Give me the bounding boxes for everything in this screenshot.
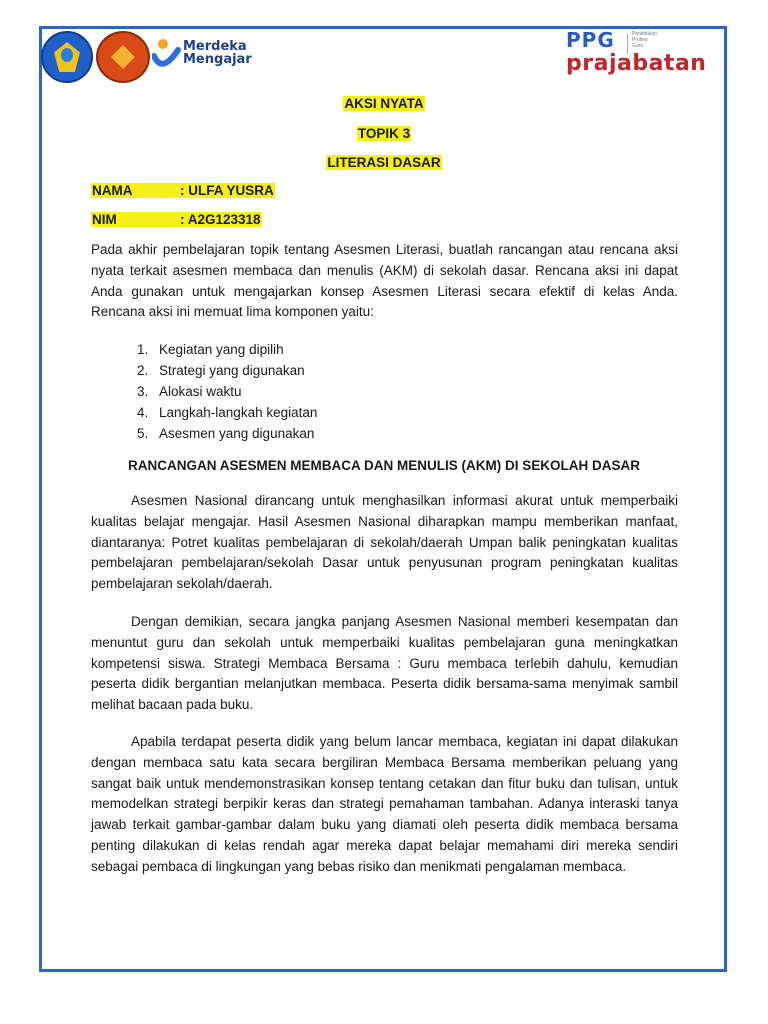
list-number: 2. bbox=[137, 363, 149, 378]
list-number: 3. bbox=[137, 384, 149, 399]
title-text: AKSI NYATA bbox=[344, 96, 424, 111]
list-item bbox=[137, 360, 317, 381]
merdeka-mengajar-wordmark bbox=[183, 40, 252, 66]
nama-value: : ULFA YUSRA bbox=[180, 183, 274, 198]
title-text: LITERASI DASAR bbox=[327, 155, 441, 170]
university-logo bbox=[96, 31, 150, 83]
list-text: Asesmen yang digunakan bbox=[159, 426, 315, 441]
section-heading: RANCANGAN ASESMEN MEMBACA DAN MENULIS (AKM) DI SEKOLAH DASAR bbox=[128, 458, 640, 473]
list-item bbox=[137, 381, 317, 402]
nim-value: : A2G123318 bbox=[180, 212, 261, 227]
nama-field bbox=[91, 183, 275, 198]
nim-label: NIM bbox=[92, 212, 117, 227]
list-item bbox=[137, 339, 317, 360]
intro-paragraph: Pada akhir pembelajaran topik tentang Asesmen Literasi, buatlah rancangan atau rencana aksi nyata terkait asesmen membaca dan menulis (AKM) di sekolah dasar. Rencana aksi ini dapat Anda gunakan untuk mengajarkan konsep Asesmen Literasi secara efektif di kelas Anda. Rencana aksi ini memuat lima komponen yaitu: bbox=[91, 242, 678, 320]
ppg-subtitle bbox=[632, 31, 657, 49]
ppg-subtitle-line: Guru bbox=[632, 43, 644, 49]
merdeka-text: Merdeka bbox=[183, 39, 247, 54]
mengajar-text: Mengajar bbox=[183, 52, 252, 67]
body-paragraph: Asesmen Nasional dirancang untuk menghasilkan informasi akurat untuk memperbaiki kualitas belajar mengajar. Hasil Asesmen Nasional diharapkan mampu memberikan manfaat, diantaranya: Potret kualitas pembelajaran di sekolah/daerah Umpan balik peningkatan kualitas pembelajaran pembelajaran/sekolah Dasar untuk penyusunan program peningkatan kualitas pembelajaran sekolah/daerah. bbox=[91, 493, 678, 592]
list-item bbox=[137, 423, 317, 444]
ppg-text: PPG bbox=[566, 28, 615, 52]
title-topik bbox=[0, 126, 768, 141]
nama-label: NAMA bbox=[92, 183, 133, 198]
title-literasi-dasar bbox=[0, 155, 768, 170]
merdeka-mengajar-logo bbox=[152, 36, 182, 76]
list-number: 4. bbox=[137, 405, 149, 420]
prajabatan-text: prajabatan bbox=[566, 51, 707, 76]
list-text: Strategi yang digunakan bbox=[159, 363, 305, 378]
list-number: 5. bbox=[137, 426, 149, 441]
list-text: Alokasi waktu bbox=[159, 384, 242, 399]
list-number: 1. bbox=[137, 342, 149, 357]
list-text: Langkah-langkah kegiatan bbox=[159, 405, 318, 420]
components-list bbox=[137, 339, 317, 444]
title-aksi-nyata bbox=[0, 96, 768, 111]
tut-wuri-handayani-logo bbox=[41, 31, 93, 83]
list-item bbox=[137, 402, 317, 423]
list-text: Kegiatan yang dipilih bbox=[159, 342, 284, 357]
title-text: TOPIK 3 bbox=[357, 126, 411, 141]
nim-field bbox=[91, 212, 262, 227]
body-paragraph: Apabila terdapat peserta didik yang belum lancar membaca, kegiatan ini dapat dilakukan dengan membaca satu kata secara bergiliran Membaca Bersama memberikan peluang yang sangat baik untuk mendemonstrasikan konsep tentang cetakan dan fitur buku dan tulisan, untuk memodelkan strategi berpikir keras dan strategi pemahaman tambahan. Adanya interaski tanya jawab terkait gambar-gambar dalam buku yang diamati oleh peserta didik membaca bersama penting dilakukan di kelas rendah agar mereka dapat belajar memahami diri mereka sendiri sebagai pembaca di lingkungan yang bebas risiko dan menikmati pengalaman membaca. bbox=[91, 734, 678, 874]
ppg-subtitle-line: Pendidikan bbox=[632, 31, 657, 37]
body-paragraph: Dengan demikian, secara jangka panjang Asesmen Nasional memberi kesempatan dan menuntut guru dan sekolah untuk memperbaiki kualitas pembelajaran guna meningkatkan kompetensi siswa. Strategi Membaca Bersama : Guru membaca terlebih dahulu, kemudian peserta didik bergantian melanjutkan membaca. Peserta didik bersama-sama menyimak sambil melihat bacaan pada buku. bbox=[91, 614, 678, 713]
ppg-subtitle-line: Profesi bbox=[632, 37, 648, 43]
